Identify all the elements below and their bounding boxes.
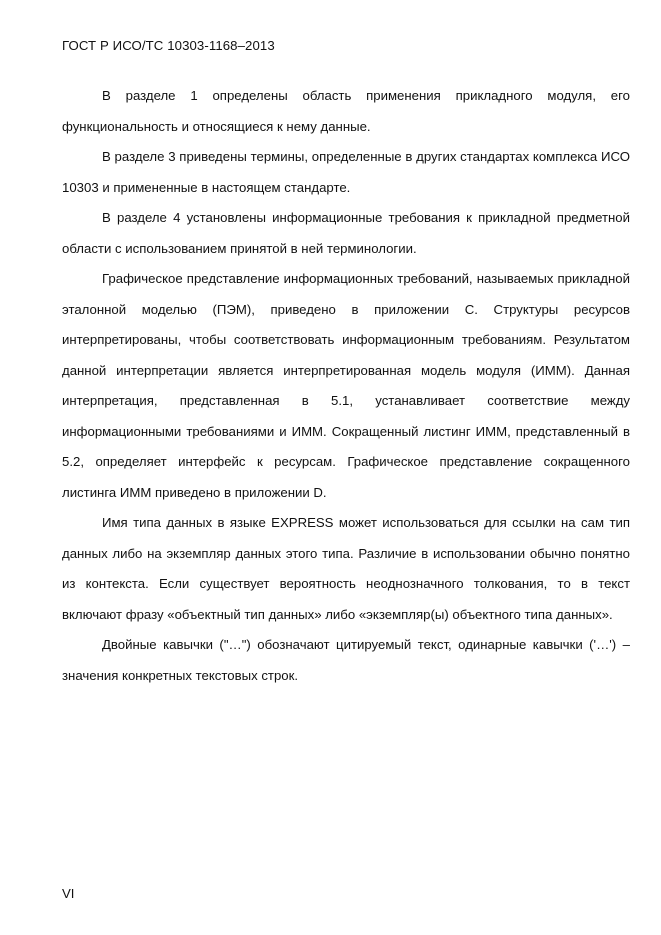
document-header: ГОСТ Р ИСО/ТС 10303-1168–2013 xyxy=(62,38,275,53)
paragraph-section-3: В разделе 3 приведены термины, определенные в других стандартах комплекса ИСО 10303 и примененные в настоящем стандарте. xyxy=(62,149,630,195)
paragraph-quotation-marks: Двойные кавычки ("…") обозначают цитируемый текст, одинарные кавычки ('…') – значения конкретных текстовых строк. xyxy=(62,637,630,683)
page-number: VI xyxy=(62,886,75,901)
paragraph-express-type-names: Имя типа данных в языке EXPRESS может использоваться для ссылки на сам тип данных либо на экземпляр данных этого типа. Различие в использовании обычно понятно из контекста. Если существует вероятность неоднозначного толкования, то в текст включают фразу «объектный тип данных» либо «экземпляр(ы) объектного типа данных». xyxy=(62,515,630,622)
paragraph-graphical-representation: Графическое представление информационных требований, называемых прикладной эталонной моделью (ПЭМ), приведено в приложении С. Структуры ресурсов интерпретированы, чтобы соответствовать информационным требованиям. Результатом данной интерпретации является интерпретированная модель модуля (ИММ). Данная интерпретация, представленная в 5.1, устанавливает соответствие между информационными требованиями и ИММ. Сокращенный листинг ИММ, представленный в 5.2, определяет интерфейс к ресурсам. Графическое представление сокращенного листинга ИММ приведено в приложении D. xyxy=(62,271,630,500)
paragraph-section-4: В разделе 4 установлены информационные требования к прикладной предметной области с использованием принятой в ней терминологии. xyxy=(62,210,630,256)
document-body xyxy=(62,81,630,691)
paragraph-section-1: В разделе 1 определены область применения прикладного модуля, его функциональность и относящиеся к нему данные. xyxy=(62,88,630,134)
